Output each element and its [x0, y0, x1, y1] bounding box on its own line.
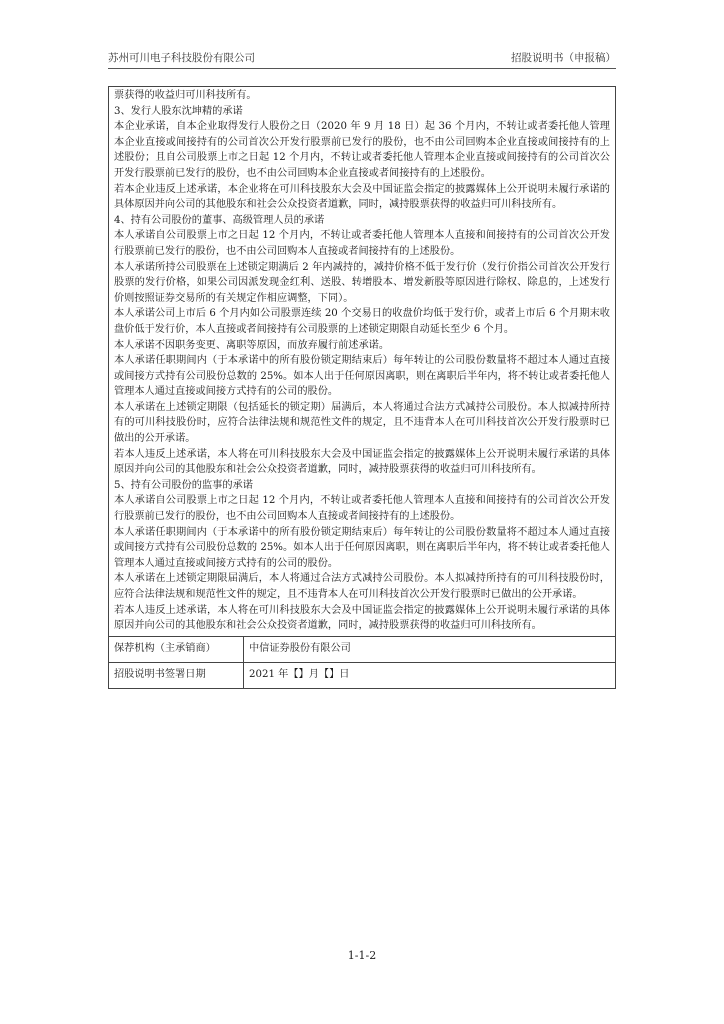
- paragraph: 本人承诺任职期间内（于本承诺中的所有股份锁定期结束后）每年转让的公司股份数量将不超过本人通过直接或间接方式持有公司股份总数的 25%。如本人出于任何原因离职，则在离职后半年内，将不转让或者委托他人管理本人通过直接或间接方式持有的公司的股份。: [114, 526, 610, 569]
- paragraph: 若本企业违反上述承诺，本企业将在可川科技股东大会及中国证监会指定的披露媒体上公开说明未履行承诺的具体原因并向公司的其他股东和社会公众投资者道歉，同时，减持股票获得的收益归可川科技所有。: [114, 183, 610, 211]
- paragraph: 本人承诺所持公司股票在上述锁定期满后 2 年内减持的，减持价格不低于发行价（发行价指公司首次公开发行股票的发行价格，如果公司因派发现金红利、送股、转增股本、增发新股等原因进行除权、除息的，上述发行价则按照证券交易所的有关规定作相应调整，下同）。: [114, 261, 610, 304]
- paragraph: 本人承诺在上述锁定期限届满后，本人将通过合法方式减持公司股份。本人拟减持所持有的可川科技股份时，应符合法律法规和规范性文件的规定，且不违背本人在可川科技首次公开发行股票时已做出的公开承诺。: [114, 573, 610, 600]
- header-document-title: 招股说明书（申报稿）: [511, 52, 616, 64]
- sponsor-label: 保荐机构（主承销商）: [109, 636, 244, 662]
- paragraph: 本人承诺自公司股票上市之日起 12 个月内，不转让或者委托他人管理本人直接和间接持有的公司首次公开发行股票前已发行的股份，也不由公司回购本人直接或者间接持有的上述股份。: [114, 230, 610, 257]
- section-heading: 3、发行人股东沈坤精的承诺: [114, 105, 243, 117]
- commitments-cell: [109, 87, 616, 637]
- signing-date-label: 招股说明书签署日期: [109, 662, 244, 688]
- paragraph: 若本人违反上述承诺，本人将在可川科技股东大会及中国证监会指定的披露媒体上公开说明未履行承诺的具体原因并向公司的其他股东和社会公众投资者道歉，同时，减持股票获得的收益归可川科技所有。: [114, 448, 610, 476]
- paragraph: 本人承诺任职期间内（于本承诺中的所有股份锁定期结束后）每年转让的公司股份数量将不超过本人通过直接或间接方式持有公司股份总数的 25%。如本人出于任何原因离职，则在离职后半年内，将不转让或者委托他人管理本人通过直接或间接方式持有的公司的股份。: [114, 355, 610, 398]
- signing-date-row: [109, 662, 616, 688]
- section-heading: 4、持有公司股份的董事、高级管理人员的承诺: [114, 214, 325, 226]
- sponsor-row: [109, 636, 616, 662]
- page-number: 1-1-2: [347, 949, 377, 962]
- paragraph: 票获得的收益归可川科技所有。: [114, 90, 257, 101]
- paragraph: 本人承诺公司上市后 6 个月内如公司股票连续 20 个交易日的收盘价均低于发行价，或者上市后 6 个月期末收盘价低于发行价，本人直接或者间接持有公司股票的上述锁定期限自动延长至少 6 个月。: [114, 308, 610, 335]
- header-divider: [108, 68, 616, 69]
- section-heading: 5、持有公司股份的监事的承诺: [114, 479, 253, 491]
- sponsor-value: 中信证券股份有限公司: [244, 636, 616, 662]
- prospectus-info-table: [108, 86, 616, 689]
- paragraph: 本企业承诺，自本企业取得发行人股份之日（2020 年 9 月 18 日）起 36 个月内，不转让或者委托他人管理本企业直接或间接持有的公司首次公开发行股票前已发行的股份，也不由公司回购本企业直接或间接持有的上述股份；且自公司股票上市之日起 12 个月内，不转让或者委托他人管理本企业直接或间接持有的公司首次公开发行股票前已发行的股份，也不由公司回购本企业直接或者间接持有的上述股份。: [114, 121, 610, 179]
- signing-date-value: 2021 年【】月【】日: [244, 662, 616, 688]
- paragraph: 本人承诺自公司股票上市之日起 12 个月内，不转让或者委托他人管理本人直接和间接持有的公司首次公开发行股票前已发行的股份，也不由公司回购本人直接或者间接持有的上述股份。: [114, 495, 610, 523]
- paragraph: 本人承诺在上述锁定期限（包括延长的锁定期）届满后，本人将通过合法方式减持公司股份。本人拟减持所持有的可川科技股份时，应符合法律法规和规范性文件的规定，且不违背本人在可川科技首次公开发行股票时已做出的公开承诺。: [114, 401, 610, 445]
- paragraph: 若本人违反上述承诺，本人将在可川科技股东大会及中国证监会指定的披露媒体上公开说明未履行承诺的具体原因并向公司的其他股东和社会公众投资者道歉，同时，减持股票获得的收益归可川科技所有。: [114, 604, 610, 632]
- page-header: [108, 50, 616, 68]
- paragraph: 本人承诺不因职务变更、离职等原因，而放弃履行前述承诺。: [114, 339, 390, 351]
- commitments-row: [109, 87, 616, 637]
- header-company-name: 苏州可川电子科技股份有限公司: [108, 52, 255, 64]
